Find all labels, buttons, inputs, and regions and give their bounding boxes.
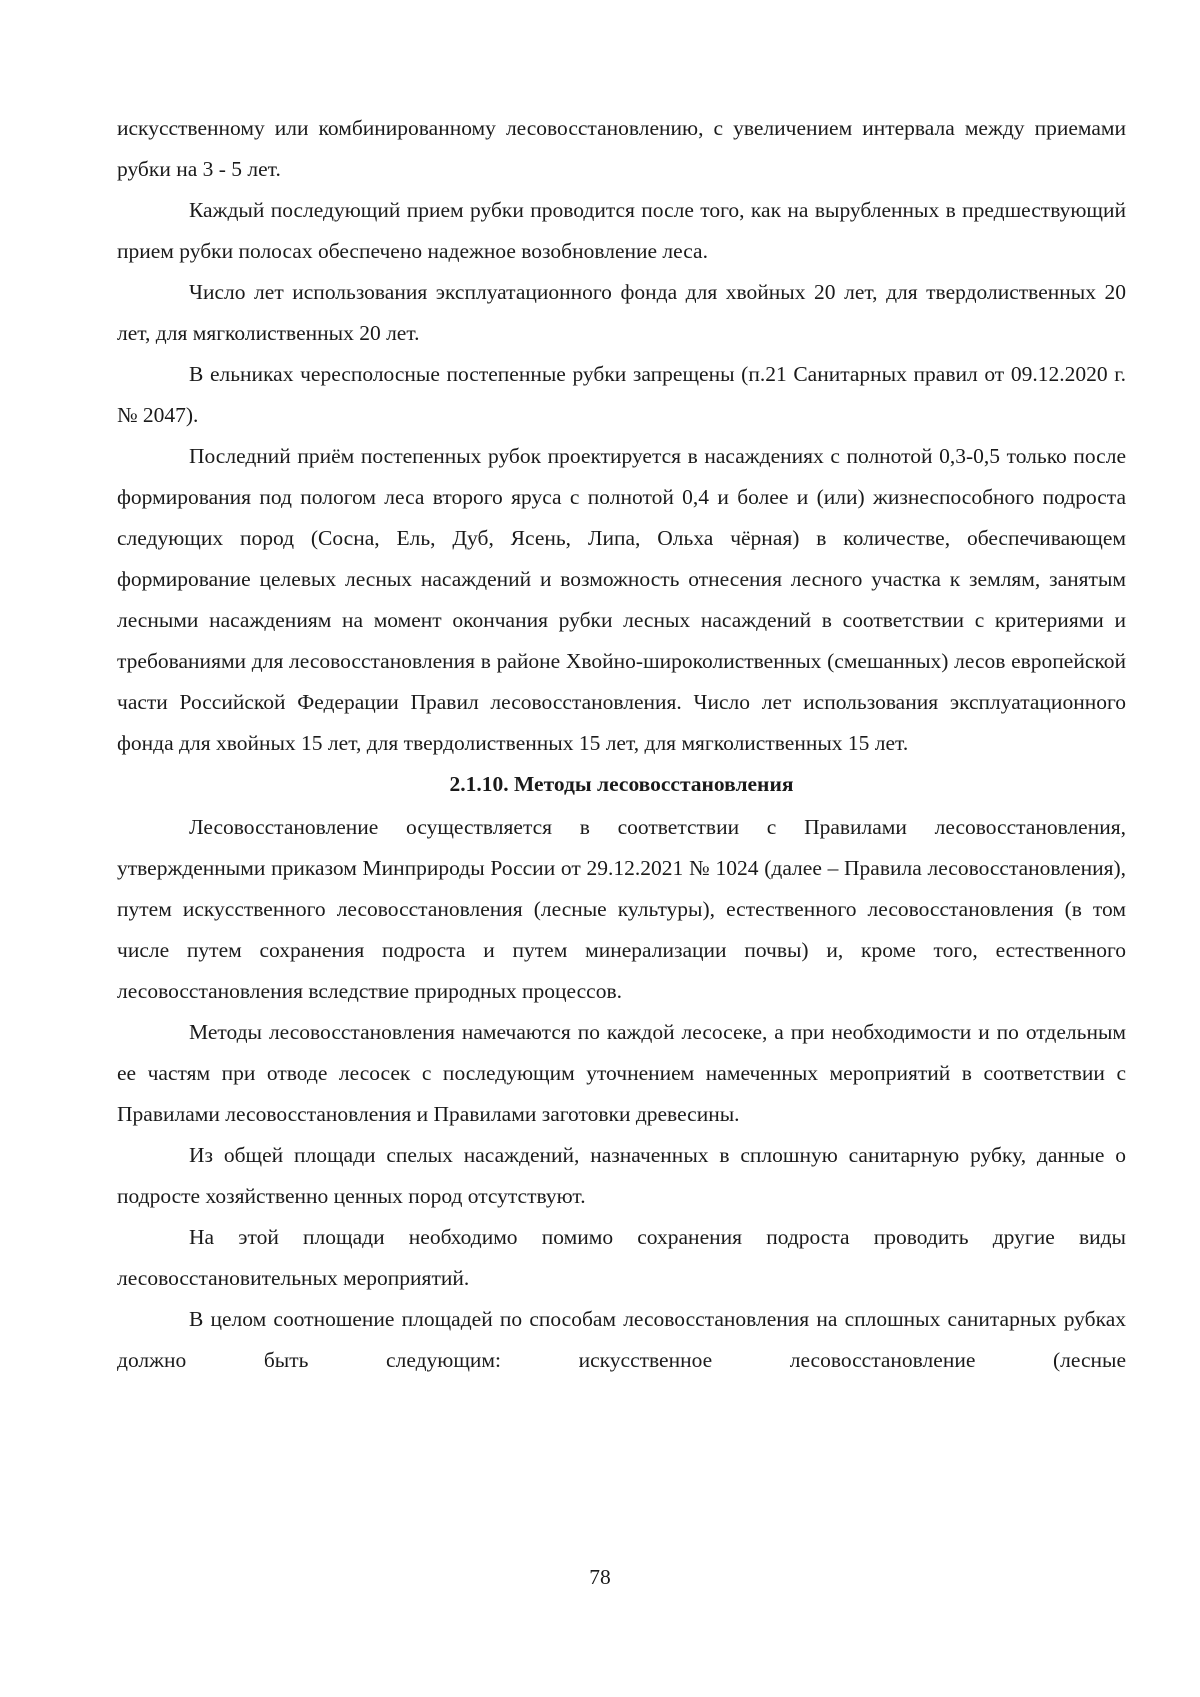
section-heading: 2.1.10. Методы лесовосстановления <box>449 772 794 796</box>
paragraph-last-cutting: Последний приём постепенных рубок проектируется в насаждениях с полнотой 0,3-0,5 только после формирования под пологом леса второго яруса с полнотой 0,4 и более и (или) жизнеспособного подроста следующих пород (Сосна, Ель, Дуб, Ясень, Липа, Ольха чёрная) в количестве, обеспечивающем формирование целевых лесных насаждений и возможность отнесения лесного участка к землям, занятым лесными насаждениям на момент окончания рубки лесных насаждений в соответствии с критериями и требованиями для лесовосстановления в районе Хвойно-широколиственных (смешанных) лесов европейской части Российской Федерации Правил лесовосстановления. Число лет использования эксплуатационного фонда для хвойных 15 лет, для твердолиственных 15 лет, для мягколиственных 15 лет. <box>117 444 1126 755</box>
paragraph-next-cutting: Каждый последующий прием рубки проводится после того, как на вырубленных в предшествующий прием рубки полосах обеспечено надежное возобновление леса. <box>117 198 1126 263</box>
body-text <box>117 108 1126 1381</box>
paragraph-undergrowth-absent: Из общей площади спелых насаждений, назначенных в сплошную санитарную рубку, данные о подросте хозяйственно ценных пород отсутствуют. <box>117 1143 1126 1208</box>
paragraph-reforestation-rules: Лесовосстановление осуществляется в соответствии с Правилами лесовосстановления, утвержденными приказом Минприроды России от 29.12.2021 № 1024 (далее – Правила лесовосстановления), путем искусственного лесовосстановления (лесные культуры), естественного лесовосстановления (в том числе путем сохранения подроста и путем минерализации почвы) и, кроме того, естественного лесовосстановления вследствие природных процессов. <box>117 815 1126 1003</box>
paragraph-years-fund-20: Число лет использования эксплуатационного фонда для хвойных 20 лет, для твердолиственных 20 лет, для мягколиственных 20 лет. <box>117 280 1126 345</box>
paragraph-continuation: искусственному или комбинированному лесовосстановлению, с увеличением интервала между приемами рубки на 3 - 5 лет. <box>117 116 1126 181</box>
page-number: 78 <box>589 1565 611 1589</box>
paragraph-spruce-prohibition: В ельниках чересполосные постепенные рубки запрещены (п.21 Санитарных правил от 09.12.2020 г. № 2047). <box>117 362 1126 427</box>
paragraph-other-measures: На этой площади необходимо помимо сохранения подроста проводить другие виды лесовосстановительных мероприятий. <box>117 1225 1126 1290</box>
paragraph-methods-planning: Методы лесовосстановления намечаются по каждой лесосеке, а при необходимости и по отдельным ее частям при отводе лесосек с последующим уточнением намеченных мероприятий в соответствии с Правилами лесовосстановления и Правилами заготовки древесины. <box>117 1020 1126 1126</box>
paragraph-area-ratio: В целом соотношение площадей по способам лесовосстановления на сплошных санитарных рубках должно быть следующим: искусственное лесовосстановление (лесные <box>117 1307 1126 1372</box>
